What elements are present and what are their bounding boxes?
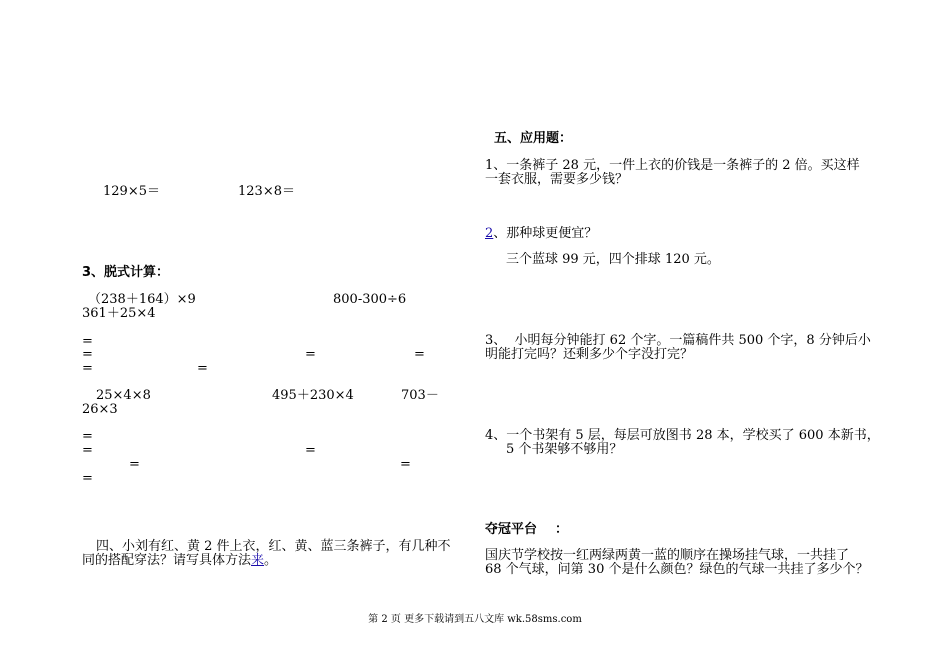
equals-sign: = xyxy=(400,457,411,472)
question1-line1: 1、一条裤子 28 元，一件上衣的价钱是一条裤子的 2 倍。买这样 xyxy=(485,158,860,173)
question4-line2: 5 个书架够不够用？ xyxy=(506,442,623,457)
equals-sign: = xyxy=(82,347,93,362)
equals-sign: = xyxy=(414,347,425,362)
expr-800-300: 800-300÷6 xyxy=(333,292,407,307)
section3-title: 3、脱式计算： xyxy=(82,265,170,280)
bonus-line1: 国庆节学校按一红两绿两黄一蓝的顺序在操场挂气球，一共挂了 xyxy=(485,548,850,563)
section4-line2 xyxy=(82,553,277,568)
question2-number-link[interactable]: 2 xyxy=(485,226,494,241)
expr-26x3: 26×3 xyxy=(82,402,118,417)
equals-sign: = xyxy=(82,443,93,458)
expr-25x4x8: 25×4×8 xyxy=(96,388,151,403)
bonus-line2: 68 个气球，问第 30 个是什么颜色？绿色的气球一共挂了多少个？ xyxy=(485,562,869,577)
question3-line1: 3、 小明每分钟能打 62 个字。一篇稿件共 500 个字，8 分钟后小 xyxy=(485,333,871,348)
calc-problem-123x8: 123×8＝ xyxy=(238,184,295,199)
equals-sign: = xyxy=(305,347,316,362)
bonus-title-text: 夺冠平台 xyxy=(485,522,538,537)
equals-sign: = xyxy=(305,443,316,458)
expr-238-164: （238＋164）×9 xyxy=(88,292,196,307)
equals-sign: = xyxy=(197,361,208,376)
calc-problem-129x5: 129×5＝ xyxy=(103,184,160,199)
expr-703: 703－ xyxy=(401,388,439,403)
section4-line2-end: 。 xyxy=(264,553,278,568)
equals-sign: = xyxy=(129,457,140,472)
bonus-title xyxy=(485,522,568,537)
equals-sign: = xyxy=(82,429,93,444)
section4-line1: 四、小刘有红、黄 2 件上衣，红、黄、蓝三条裤子，有几种不 xyxy=(96,539,451,554)
equals-sign: = xyxy=(82,471,93,486)
question2-line1 xyxy=(485,226,597,241)
expr-361-25: 361＋25×4 xyxy=(82,306,156,321)
page-footer: 第 2 页 更多下载请到五八文库 wk.58sms.com xyxy=(368,614,582,625)
equals-sign: = xyxy=(82,361,93,376)
question1-line2: 一套衣服，需要多少钱？ xyxy=(485,172,629,187)
section4-line2-text: 同的搭配穿法？请写具体方法 xyxy=(82,553,252,568)
bonus-colon: ： xyxy=(555,522,569,537)
question2-text: 、那种球更便宜？ xyxy=(493,226,598,241)
question4-line1: 4、一个书架有 5 层，每层可放图书 28 本，学校买了 600 本新书， xyxy=(485,428,880,443)
equals-sign: = xyxy=(82,334,93,349)
question3-line2: 明能打完吗？还剩多少个字没打完？ xyxy=(485,347,694,362)
expr-495-230: 495＋230×4 xyxy=(272,388,354,403)
method-link[interactable]: 来 xyxy=(251,553,265,568)
section5-title: 五、应用题： xyxy=(494,131,573,146)
question2-line2: 三个蓝球 99 元，四个排球 120 元。 xyxy=(506,252,720,267)
